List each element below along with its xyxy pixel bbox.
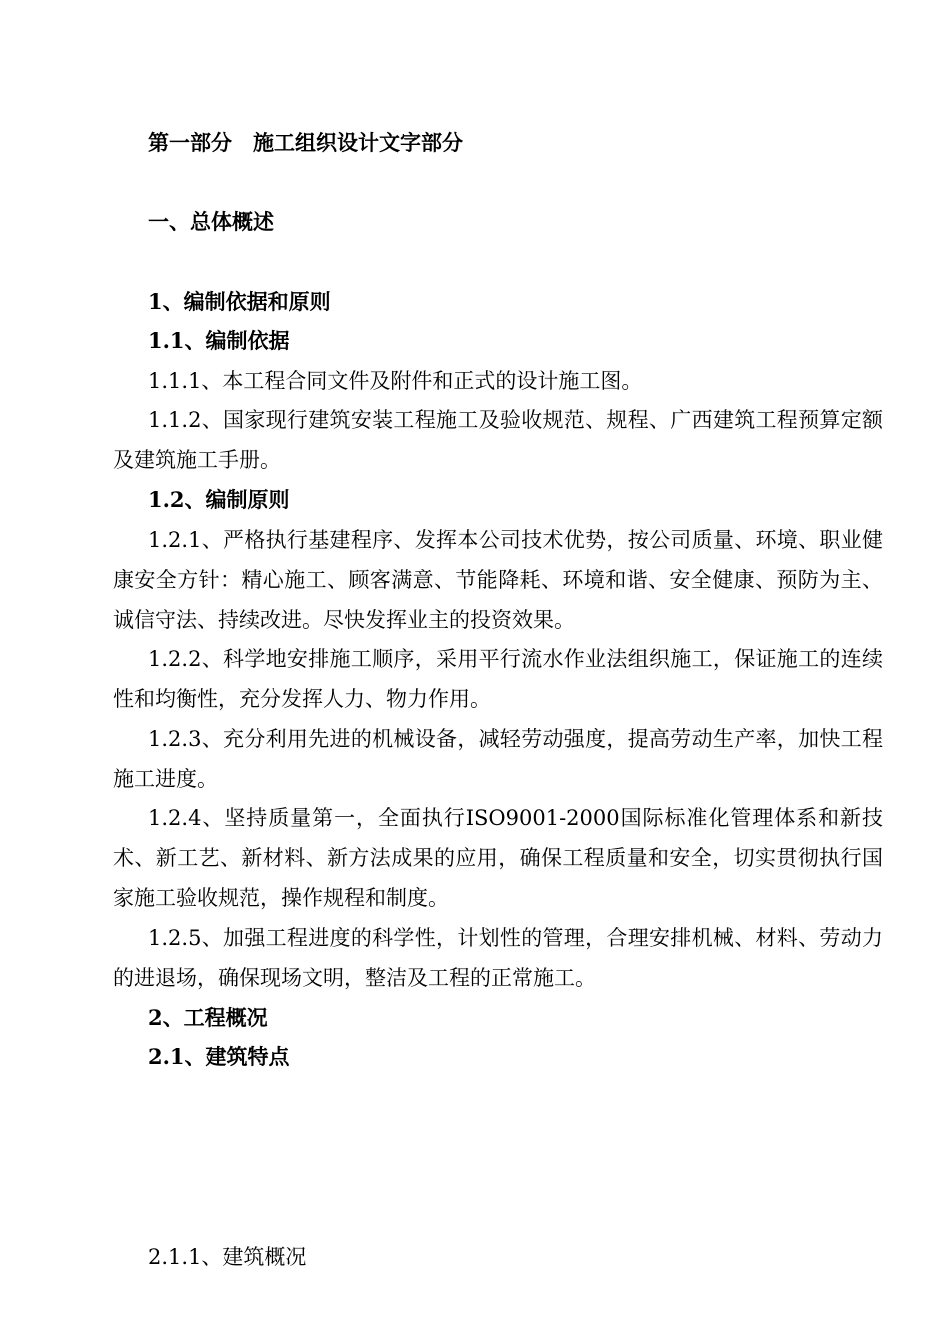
paragraph-1-2-2: 1.2.2、科学地安排施工顺序，采用平行流水作业法组织施工，保证施工的连续性和均衡性，充分发挥人力、物力作用。 [113,647,883,711]
section-title-overview: 一、总体概述 [148,209,274,234]
paragraph-1-2-3: 1.2.3、充分利用先进的机械设备，减轻劳动强度，提高劳动生产率，加快工程施工进度。 [113,727,883,791]
heading-project-overview: 2、工程概况 [148,1005,268,1030]
heading-principles: 1.2、编制原则 [148,487,290,512]
paragraph-1-2-4: 1.2.4、坚持质量第一，全面执行ISO9001-2000国际标准化管理体系和新技术、新工艺、新材料、新方法成果的应用，确保工程质量和安全，切实贯彻执行国家施工验收规范，操作规程和制度。 [113,806,883,910]
heading-basis-and-principles: 1、编制依据和原则 [148,289,331,314]
paragraph-1-1-2: 1.1.2、国家现行建筑安装工程施工及验收规范、规程、广西建筑工程预算定额及建筑施工手册。 [113,408,883,472]
heading-building-features: 2.1、建筑特点 [148,1044,290,1069]
paragraph-1-2-5: 1.2.5、加强工程进度的科学性，计划性的管理，合理安排机械、材料、劳动力的进退场，确保现场文明，整洁及工程的正常施工。 [113,926,883,990]
paragraph-1-1-1: 1.1.1、本工程合同文件及附件和正式的设计施工图。 [148,369,643,393]
heading-basis: 1.1、编制依据 [148,328,290,353]
part-title: 第一部分 施工组织设计文字部分 [148,130,463,155]
paragraph-1-2-1: 1.2.1、严格执行基建程序、发挥本公司技术优势，按公司质量、环境、职业健康安全方针：精心施工、顾客满意、节能降耗、环境和谐、安全健康、预防为主、诚信守法、持续改进。尽快发挥业主的投资效果。 [113,528,883,632]
heading-building-overview: 2.1.1、建筑概况 [148,1245,307,1269]
